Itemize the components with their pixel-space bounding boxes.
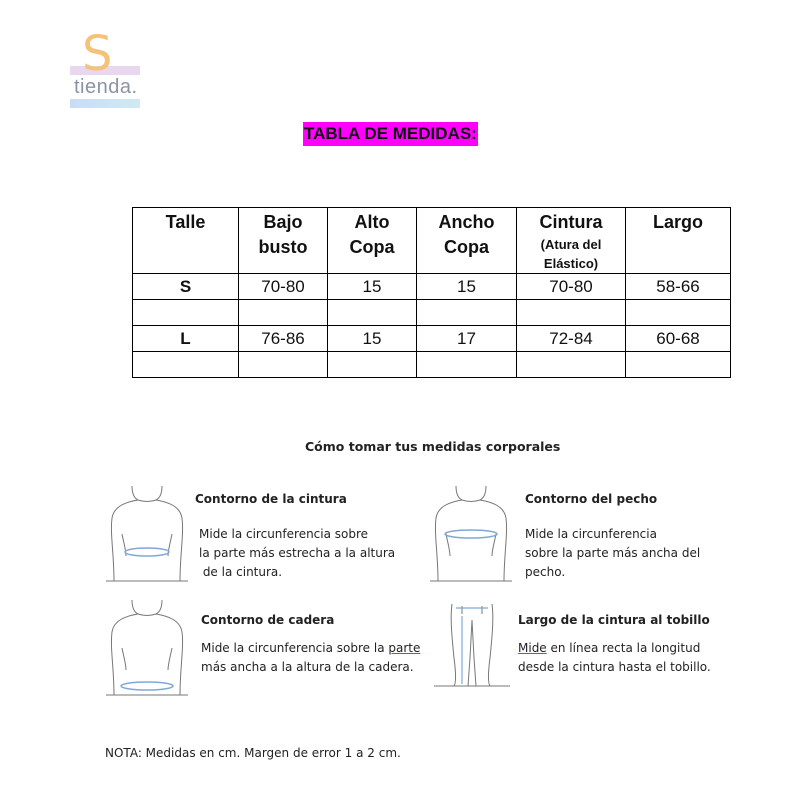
- section-title: Cómo tomar tus medidas corporales: [305, 439, 561, 454]
- cell: [626, 352, 731, 378]
- cell: [626, 300, 731, 326]
- cell: 72-84: [517, 326, 626, 352]
- cell: 58-66: [626, 274, 731, 300]
- cell: [328, 352, 417, 378]
- leg-heading: Largo de la cintura al tobillo: [518, 613, 710, 627]
- header-largo: Largo: [626, 208, 731, 274]
- logo-gradient: [70, 99, 140, 108]
- cell: 17: [417, 326, 517, 352]
- logo-word: tienda.: [74, 76, 138, 98]
- cell: 76-86: [239, 326, 328, 352]
- cell: [517, 300, 626, 326]
- cell: 15: [328, 326, 417, 352]
- cell: 15: [328, 274, 417, 300]
- cell: [517, 352, 626, 378]
- table-row: [133, 326, 731, 352]
- hip-description: Mide la circunferencia sobre la parte más ancha a la altura de la cadera.: [201, 641, 421, 674]
- store-logo: [68, 26, 143, 116]
- chest-description: Mide la circunferencia sobre la parte más ancha del pecho.: [525, 527, 701, 579]
- cell-size: L: [133, 326, 239, 352]
- leg-description: Mide en línea recta la longitud desde la cintura hasta el tobillo.: [518, 641, 711, 674]
- cell: 15: [417, 274, 517, 300]
- table-row: [133, 274, 731, 300]
- chest-heading: Contorno del pecho: [525, 492, 658, 506]
- cell: [328, 300, 417, 326]
- cell-size: S: [133, 274, 239, 300]
- header-ancho-copa: Ancho Copa: [417, 208, 517, 274]
- hip-heading: Contorno de cadera: [201, 613, 335, 627]
- table-row: [133, 300, 731, 326]
- cell: [417, 352, 517, 378]
- header-alto-copa: Alto Copa: [328, 208, 417, 274]
- cell: 60-68: [626, 326, 731, 352]
- leg-figure-icon: [432, 598, 512, 690]
- logo-letter: S: [82, 26, 113, 82]
- cell: [239, 300, 328, 326]
- waist-heading: Contorno de la cintura: [195, 492, 347, 506]
- cell: [417, 300, 517, 326]
- page-title: TABLA DE MEDIDAS:: [303, 122, 478, 146]
- table-header-row: [133, 208, 731, 274]
- waist-figure-icon: [104, 484, 190, 584]
- cell: 70-80: [239, 274, 328, 300]
- cell: 70-80: [517, 274, 626, 300]
- waist-description: Mide la circunferencia sobre la parte más estrecha a la altura de la cintura.: [199, 527, 396, 579]
- note: NOTA: Medidas en cm. Margen de error 1 a 2 cm.: [105, 746, 401, 760]
- table-row: [133, 352, 731, 378]
- header-cintura: Cintura (Atura del Elástico): [517, 208, 626, 274]
- chest-figure-icon: [428, 484, 514, 584]
- cell: [239, 352, 328, 378]
- cell: [133, 300, 239, 326]
- size-table: [132, 207, 731, 378]
- header-talle: Talle: [133, 208, 239, 274]
- hip-figure-icon: [104, 598, 190, 698]
- header-bajo-busto: Bajo busto: [239, 208, 328, 274]
- cell: [133, 352, 239, 378]
